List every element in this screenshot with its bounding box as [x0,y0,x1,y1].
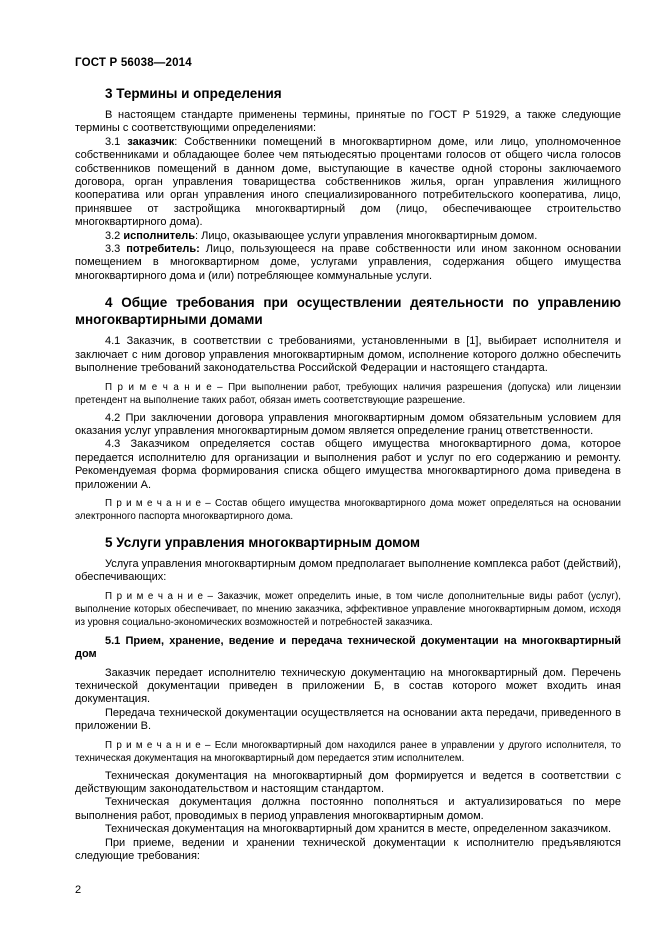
para [75,243,621,283]
para [75,558,621,585]
note [75,590,621,629]
note [75,739,621,765]
text-run: Услуга управления многоквартирным домом предполагает выполнение комплекса работ (действий), обеспечивающих: [75,557,621,584]
document-body [75,85,621,863]
para [75,770,621,797]
section-heading [75,85,621,102]
text-run: 4.1 Заказчик, в соответствии с требованиями, установленными в [1], выбирает исполнителя и заключает с ним договор управления многоквартирным домом, исполнение которого должно обеспечить выполнение требований законодательства Российской Федерации и настоящего стандарта. [75,335,621,375]
para [75,837,621,864]
sub-heading [75,635,621,662]
text-run: 3.1 [105,135,128,148]
text-run: 4 Общие требования при осуществлении деятельности по управлению многоквартирными домами [75,295,621,328]
text-run: 5.1 Прием, хранение, ведение и передача технической документации на многоквартирный дом [75,634,621,661]
text-run: : Собственники помещений в многоквартирном доме, или лицо, уполномоченное собственниками и обладающее более чем пятьюдесятью процентами голосов от общего числа голосов собственников помещений в данном доме, выступающие в качестве одной стороны заключаемого договора, орган управления товарищества собственников жилья, орган управления жилищного кооператива или орган управления иного специализированного потребительского кооператива, лицо, принявшее от застройщика многоквартирный дом (лицо, обеспечивающее строительство многоквартирного дома). [75,135,621,229]
text-run: 3.3 [105,243,127,256]
para [75,230,621,243]
note [75,497,621,523]
text-run: Техническая документация на многоквартирный дом формируется и ведется в соответствии с действующим законодательством и настоящим стандартом. [75,769,621,795]
page-number: 2 [75,884,82,896]
text-run: потребитель: [126,243,200,256]
text-run: При приеме, ведении и хранении технической документации к исполнителю предъявляются следующие требования: [75,836,621,863]
para [75,438,621,492]
para [75,667,621,707]
text-run: Заказчик передает исполнителю техническую документацию на многоквартирный дом. Перечень технической документации приведен в приложении Б, в состав которого может входить иная документация. [75,666,621,706]
text-run: В настоящем стандарте применены термины, принятые по ГОСТ Р 51929, а также следующие термины с соответствующими определениями: [75,109,621,135]
para [75,335,621,375]
para [75,136,621,230]
section-heading [75,534,621,551]
text-run: 3 Термины и определения [105,86,282,101]
text-run: Техническая документация на многоквартирный дом хранится в месте, определенном заказчиком. [105,823,612,836]
document-header: ГОСТ Р 56038—2014 [75,57,192,69]
text-run: : Лицо, оказывающее услуги управления многоквартирным домом. [194,229,538,242]
para [75,796,621,823]
text-run: 4.2 При заключении договора управления многоквартирным домом обязательным условием для оказания услуг управления многоквартирным домом является определение границ ответственности. [75,411,621,437]
para [75,823,621,836]
text-run: Передача технической документации осуществляется на основании акта передачи, приведенного в приложении В. [75,706,621,733]
document-content [75,57,621,863]
text-run: 4.3 Заказчиком определяется состав общего имущества многоквартирного дома, которое передается исполнителю для организации и выполнения работ и услуг по его содержанию и ремонту. Рекомендуемая форма формирования списка общего имущества многоквартирного дома приведена в приложении А. [75,438,621,491]
para [75,109,621,136]
text-run: исполнитель [123,229,195,242]
text-run: Лицо, пользующееся на праве собственности или ином законном основании помещением в многоквартирном доме, услугами управления, содержания общего имущества многоквартирного дома и (или) потребляющее коммунальные услуги. [75,243,621,282]
para [75,412,621,439]
text-run: 3.2 [105,229,124,242]
text-run: П р и м е ч а н и е – При выполнении работ, требующих наличия разрешения (допуска) или лицензии претендент на выполнение таких работ, обязан иметь соответствующие разрешение. [75,381,621,406]
para [75,707,621,734]
text-run: Техническая документация должна постоянно пополняться и актуализироваться по мере выполнения работ, проводимых в период управления многоквартирным домом. [75,796,621,822]
text-run: заказчик [127,135,175,148]
text-run: П р и м е ч а н и е – Если многоквартирный дом находился ранее в управлении у другого исполнителя, то техническая документация на многоквартирный дом передается этим исполнителем. [75,739,621,764]
text-run: П р и м е ч а н и е – Заказчик, может определить иные, в том числе дополнительные виды работ (услуг), выполнение которых обеспечивает, по мнению заказчика, эффективное управление многоквартирным домом, исходя из уровня социально-экономических возможностей и потребностей заказчика. [75,590,621,628]
section-heading [75,294,621,328]
text-run: 5 Услуги управления многоквартирным домом [105,534,421,550]
note [75,381,621,407]
text-run: П р и м е ч а н и е – Состав общего имущества многоквартирного дома может определяться на основании электронного паспорта многоквартирного дома. [75,497,621,522]
